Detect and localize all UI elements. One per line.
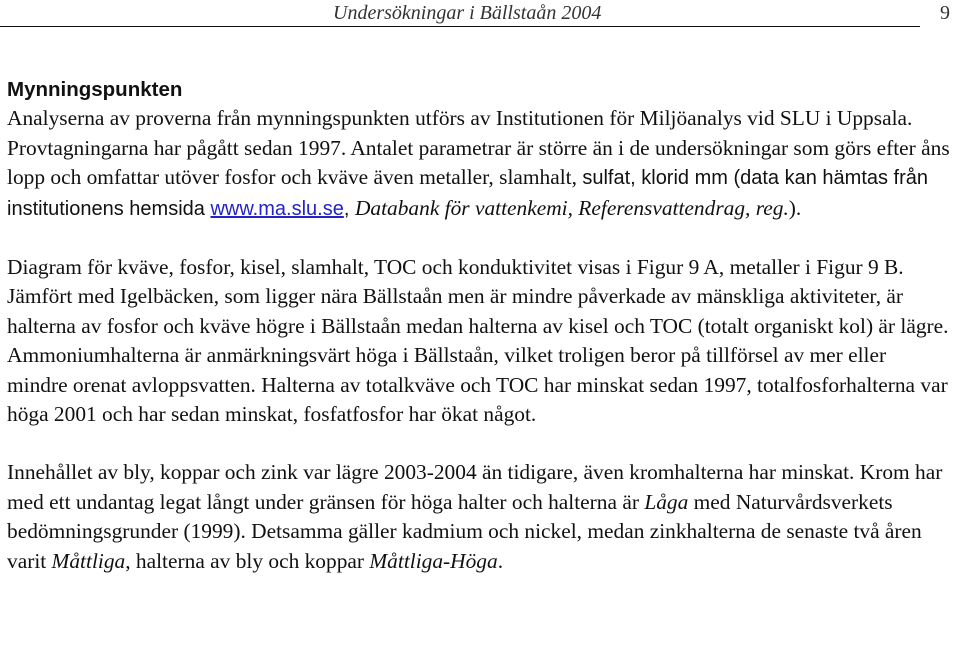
page-number: 9 xyxy=(940,2,950,24)
link-separator: , xyxy=(343,197,355,220)
class-label-mattliga-hoga: Måttliga-Höga xyxy=(369,548,498,573)
paragraph-diagram-description: Diagram för kväve, fosfor, kisel, slamhalt, TOC och konduktivitet visas i Figur 9 A, metaller i Figur 9 B. Jämfört med Igelbäcken, som ligger nära Bällstaån men är mindre påverkade av mänskliga aktiviteter, är halterna av fosfor och kväve högre i Bällstaån medan halterna av kisel och TOC (totalt organiskt kol) är lägre. Ammoniumhalterna är anmärkningsvärt höga i Bällstaån, vilket troligen beror på tillförsel av mer eller mindre orenat avloppsvatten. Halterna av totalkväve och TOC har minskat sedan 1997, totalfosforhalterna var höga 2001 och har sedan minskat, fosfatfosfor har ökat något. xyxy=(7,255,949,427)
running-header xyxy=(0,0,960,30)
paragraph-text: Analyserna av proverna från mynningspunkten utförs av Institutionen för Miljöanalys vid SLU i Uppsala. Provtagningarna har pågått sedan 1997. Antalet parametrar är större än i de undersökningar som görs efter åns lopp och omfattar utöver fosfor och kväve även metaller, slamhalt, xyxy=(7,106,950,190)
paragraph-text-sans: sulfat, klorid mm (data kan hämtas från institutionens hemsida xyxy=(7,167,929,220)
paragraph-sampling-intro xyxy=(7,104,952,224)
header-rule xyxy=(0,26,920,27)
body-content xyxy=(7,75,952,576)
paragraph-text: med Naturvårdsverkets bedömningsgrunder (1999). Detsamma gäller kadmium och nickel, medan zinkhalterna de senaste två åren varit xyxy=(7,489,922,573)
running-header-title: Undersökningar i Bällstaån 2004 xyxy=(333,2,602,24)
reference-closing: ). xyxy=(788,195,802,220)
database-reference: Databank för vattenkemi, Referensvattendrag, reg. xyxy=(354,195,789,220)
section-heading: Mynningspunkten xyxy=(7,78,183,101)
paragraph-text: , halterna av bly och koppar xyxy=(125,548,370,573)
paragraph-metals xyxy=(7,458,952,576)
class-label-mattliga: Måttliga xyxy=(51,548,126,573)
website-link[interactable]: www.ma.slu.se xyxy=(210,197,344,220)
paragraph-text: . xyxy=(497,548,504,573)
paragraph-text: Innehållet av bly, koppar och zink var lägre 2003-2004 än tidigare, även kromhalterna har minskat. Krom har med ett undantag legat långt under gränsen för höga halter och halterna är xyxy=(7,460,943,514)
class-label-laga: Låga xyxy=(644,489,689,514)
